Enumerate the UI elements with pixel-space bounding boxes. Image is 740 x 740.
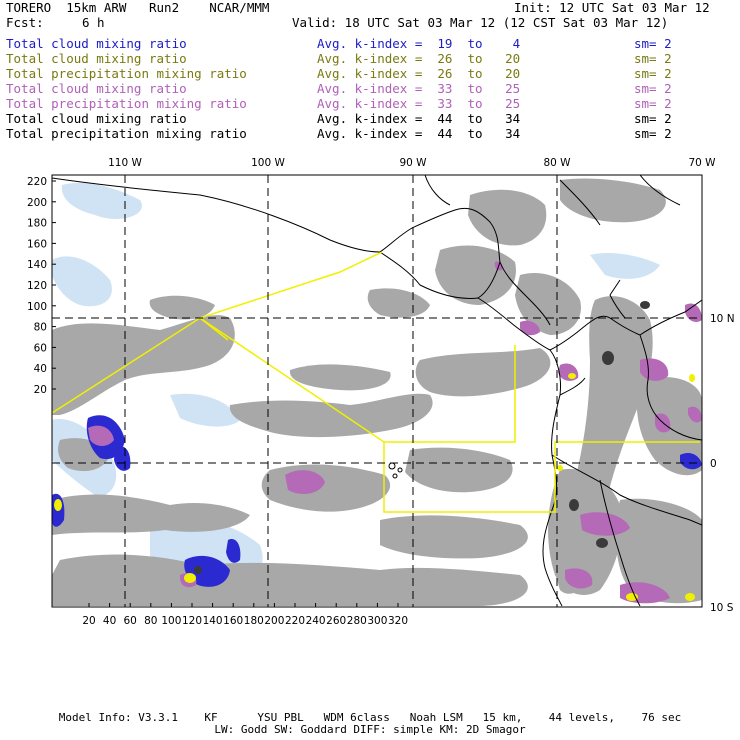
lat-label: 10 N: [710, 313, 735, 325]
grid-index-label: 160: [26, 238, 47, 251]
model-title: TORERO 15km ARW Run2 NCAR/MMM: [6, 0, 270, 15]
valid-time: Valid: 18 UTC Sat 03 Mar 12 (12 CST Sat 03 Mar 12): [292, 15, 669, 30]
lon-label: 80 W: [543, 157, 571, 169]
grid-index-label: 140: [26, 259, 47, 272]
legend-smoothing: sm= 2: [634, 66, 672, 81]
init-time: Init: 12 UTC Sat 03 Mar 12: [514, 0, 710, 15]
legend-field-name: Total precipitation mixing ratio: [6, 126, 247, 141]
grid-index-label: 300: [367, 615, 388, 627]
grid-index-label: 60: [33, 342, 47, 355]
legend-smoothing: sm= 2: [634, 126, 672, 141]
legend-smoothing: sm= 2: [634, 96, 672, 111]
lat-label: 0: [710, 458, 717, 470]
grid-index-label: 200: [264, 615, 285, 627]
legend-k-index: Avg. k-index = 44 to 34: [317, 126, 521, 141]
forecast-hours: 6 h: [82, 15, 105, 30]
legend-k-index: Avg. k-index = 33 to 25: [317, 81, 521, 96]
model-physics: LW: Godd SW: Goddard DIFF: simple KM: 2D Smagor: [214, 723, 526, 736]
legend-field-name: Total cloud mixing ratio: [6, 81, 187, 96]
model-info: Model Info: V3.3.1 KF YSU PBL WDM 6class Noah LSM 15 km, 44 levels, 76 sec: [58, 711, 682, 724]
grid-index-label: 200: [26, 196, 47, 209]
forecast-label: Fcst:: [6, 15, 44, 30]
legend-field-name: Total precipitation mixing ratio: [6, 96, 247, 111]
grid-index-label: 160: [223, 615, 244, 627]
legend-smoothing: sm= 2: [634, 111, 672, 126]
legend-smoothing: sm= 2: [634, 51, 672, 66]
legend-smoothing: sm= 2: [634, 81, 672, 96]
legend-field-name: Total precipitation mixing ratio: [6, 66, 247, 81]
grid-index-label: 140: [202, 615, 223, 627]
grid-index-label: 280: [346, 615, 367, 627]
legend-smoothing: sm= 2: [634, 36, 672, 51]
lon-label: 90 W: [399, 157, 427, 169]
top-longitude-labels: [108, 157, 716, 169]
grid-index-label: 40: [102, 615, 117, 627]
legend-k-index: Avg. k-index = 26 to 20: [317, 66, 521, 81]
legend-k-index: Avg. k-index = 19 to 4: [317, 36, 521, 51]
legend-field-name: Total cloud mixing ratio: [6, 51, 187, 66]
grid-index-label: 100: [161, 615, 182, 627]
grid-index-label: 20: [82, 615, 96, 627]
right-latitude-labels: [710, 313, 735, 614]
grid-index-label: 240: [305, 615, 326, 627]
grid-index-label: 80: [144, 615, 158, 627]
grid-index-label: 180: [26, 217, 47, 230]
grid-index-label: 40: [33, 363, 47, 376]
legend-k-index: Avg. k-index = 33 to 25: [317, 96, 521, 111]
map-content: [52, 175, 702, 607]
legend-field-name: Total cloud mixing ratio: [6, 111, 187, 126]
legend-k-index: Avg. k-index = 44 to 34: [317, 111, 521, 126]
grid-index-label: 220: [284, 615, 306, 627]
lon-label: 100 W: [251, 157, 285, 169]
grid-index-label: 120: [26, 280, 47, 292]
grid-index-label: 80: [33, 321, 47, 334]
grid-index-label: 180: [243, 615, 264, 627]
grid-index-label: 60: [123, 615, 137, 627]
grid-index-label: 220: [26, 176, 47, 188]
lon-label: 110 W: [108, 157, 142, 169]
lon-label: 70 W: [688, 157, 716, 169]
grid-index-label: 100: [26, 300, 47, 313]
grid-index-label: 120: [181, 615, 203, 627]
grid-index-label: 320: [387, 615, 409, 627]
grid-index-label: 20: [33, 384, 47, 396]
lat-label: 10 S: [710, 602, 734, 614]
legend-field-name: Total cloud mixing ratio: [6, 36, 187, 51]
legend-k-index: Avg. k-index = 26 to 20: [317, 51, 521, 66]
grid-index-label: 260: [326, 615, 347, 627]
